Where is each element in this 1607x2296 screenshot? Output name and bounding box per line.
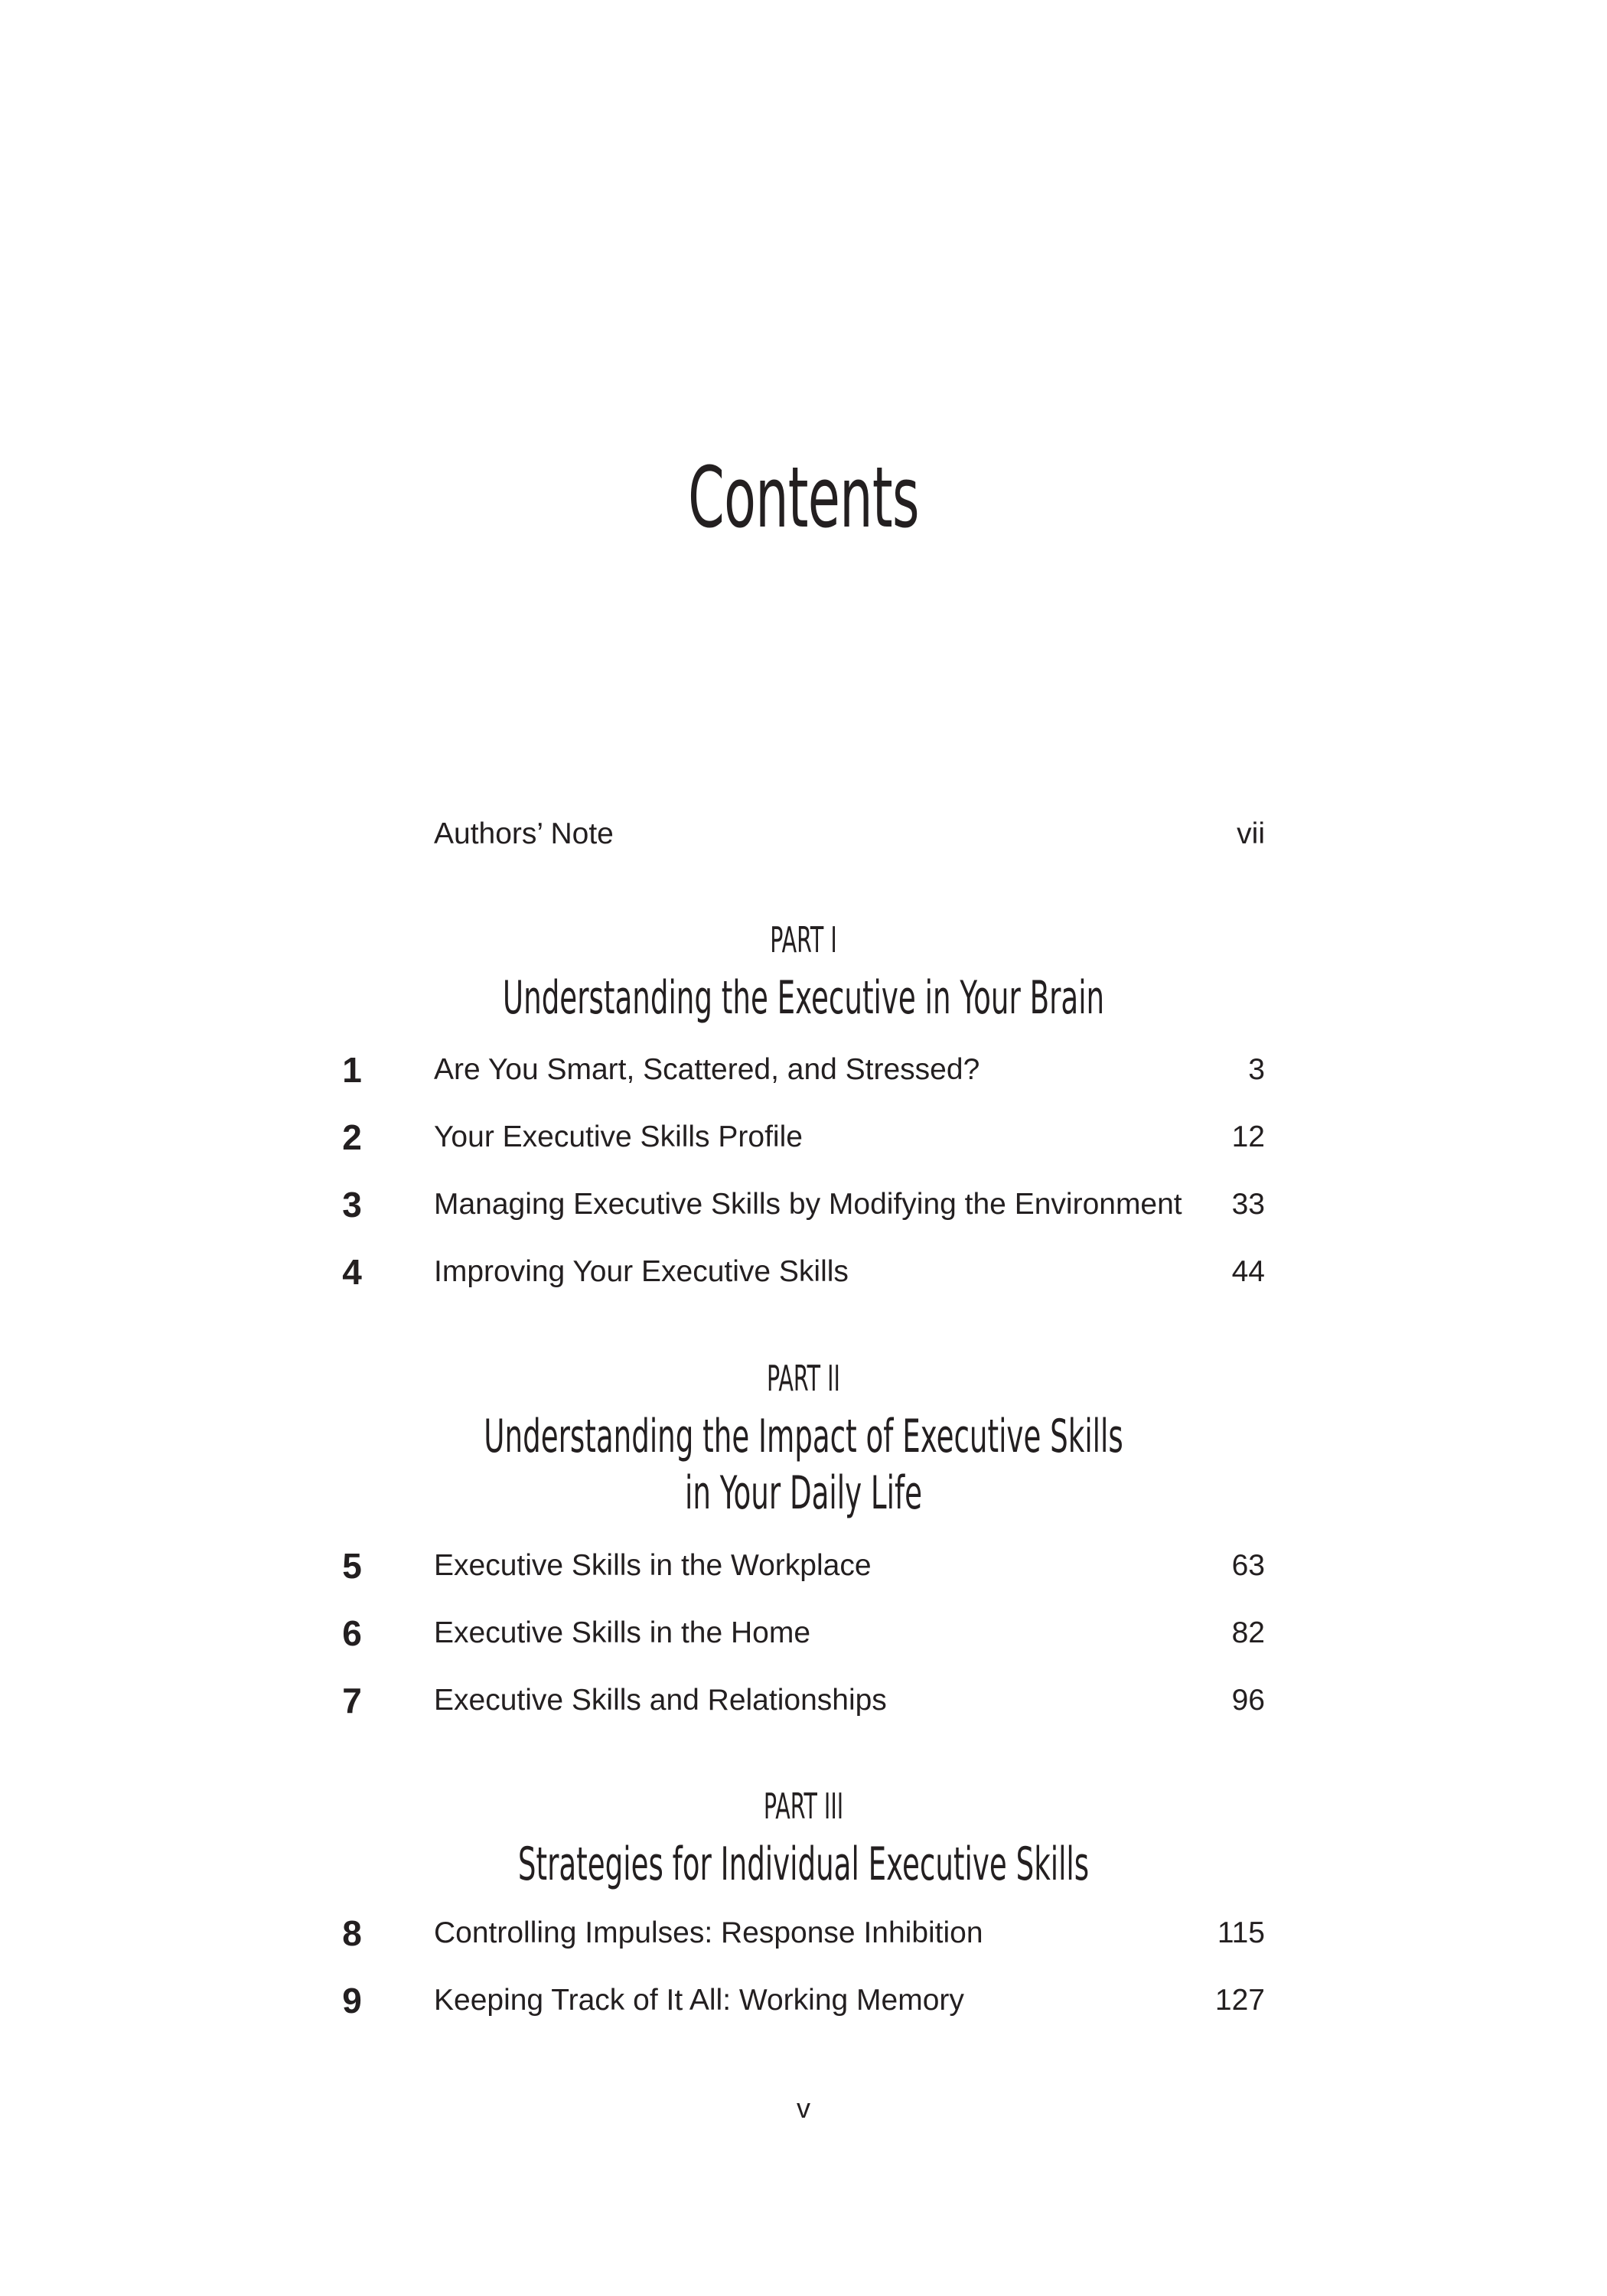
toc-chapter-row[interactable] xyxy=(0,1543,1607,1589)
chapter-number: 3 xyxy=(342,1185,362,1225)
chapter-page: 44 xyxy=(1231,1255,1265,1288)
chapter-number: 2 xyxy=(342,1117,362,1157)
chapter-number: 5 xyxy=(342,1546,362,1586)
chapter-title: Managing Executive Skills by Modifying the Environment xyxy=(434,1188,1182,1221)
page-title: Contents xyxy=(688,448,919,546)
toc-chapter-row[interactable] xyxy=(0,1114,1607,1160)
toc-chapter-row[interactable] xyxy=(0,1182,1607,1228)
toc-entry-authors-note[interactable] xyxy=(0,811,1607,857)
chapter-number: 7 xyxy=(342,1681,362,1720)
toc-chapter-row[interactable] xyxy=(0,1249,1607,1295)
chapter-title: Are You Smart, Scattered, and Stressed? xyxy=(434,1053,980,1086)
chapter-title: Executive Skills and Relationships xyxy=(434,1684,887,1717)
chapter-title: Controlling Impulses: Response Inhibition xyxy=(434,1916,983,1949)
part-title: Understanding the Executive in Your Brain xyxy=(502,971,1105,1025)
chapter-number: 8 xyxy=(342,1913,362,1953)
chapter-title: Improving Your Executive Skills xyxy=(434,1255,849,1288)
chapter-page: 127 xyxy=(1214,1984,1265,2017)
part-label: PART III xyxy=(763,1786,844,1827)
chapter-number: 4 xyxy=(342,1252,362,1292)
chapter-title: Keeping Track of It All: Working Memory xyxy=(434,1984,964,2017)
part-title: Strategies for Individual Executive Skills xyxy=(517,1838,1090,1891)
toc-chapter-row[interactable] xyxy=(0,1910,1607,1956)
chapter-page: 82 xyxy=(1231,1616,1265,1649)
toc-entry-label: Authors’ Note xyxy=(434,817,614,850)
chapter-page: 3 xyxy=(1248,1053,1265,1086)
chapter-title: Your Executive Skills Profile xyxy=(434,1120,803,1153)
chapter-page: 96 xyxy=(1231,1684,1265,1717)
chapter-page: 33 xyxy=(1231,1188,1265,1221)
chapter-number: 1 xyxy=(342,1050,362,1090)
part-title-continued: in Your Daily Life xyxy=(685,1466,922,1520)
chapter-number: 9 xyxy=(342,1981,362,2020)
chapter-page: 115 xyxy=(1217,1916,1265,1949)
part-label: PART I xyxy=(770,919,837,960)
chapter-title: Executive Skills in the Home xyxy=(434,1616,811,1649)
page-number: v xyxy=(797,2092,810,2124)
chapter-number: 6 xyxy=(342,1613,362,1653)
toc-chapter-row[interactable] xyxy=(0,1610,1607,1656)
chapter-title: Executive Skills in the Workplace xyxy=(434,1549,872,1582)
chapter-page: 63 xyxy=(1231,1549,1265,1582)
toc-chapter-row[interactable] xyxy=(0,1978,1607,2024)
toc-entry-page: vii xyxy=(1237,817,1265,850)
toc-chapter-row[interactable] xyxy=(0,1047,1607,1093)
toc-chapter-row[interactable] xyxy=(0,1678,1607,1724)
part-label: PART II xyxy=(767,1358,840,1399)
chapter-page: 12 xyxy=(1231,1120,1265,1153)
part-title: Understanding the Impact of Executive Skills xyxy=(484,1410,1123,1463)
